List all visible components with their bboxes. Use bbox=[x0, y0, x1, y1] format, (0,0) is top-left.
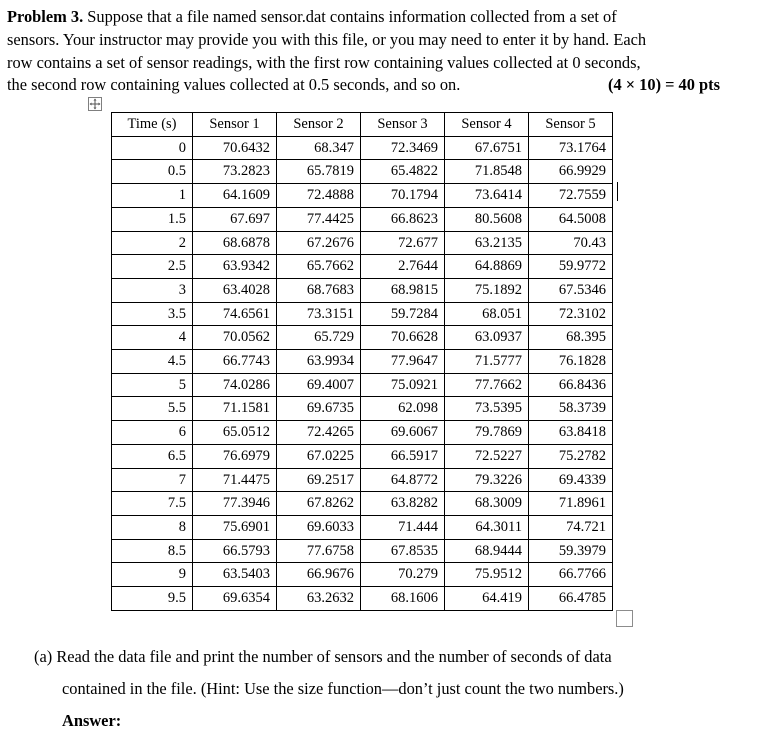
part-a bbox=[34, 641, 734, 737]
cell-sensor-4: 73.6414 bbox=[445, 184, 529, 208]
cell-sensor-2: 63.2632 bbox=[277, 587, 361, 611]
cell-time: 8 bbox=[112, 515, 193, 539]
cell-sensor-4: 71.5777 bbox=[445, 350, 529, 374]
cell-sensor-3: 62.098 bbox=[361, 397, 445, 421]
cell-time: 0 bbox=[112, 136, 193, 160]
cell-sensor-3: 64.8772 bbox=[361, 468, 445, 492]
cell-sensor-2: 69.6735 bbox=[277, 397, 361, 421]
cell-sensor-2: 65.7819 bbox=[277, 160, 361, 184]
cell-time: 4 bbox=[112, 326, 193, 350]
cell-time: 5 bbox=[112, 373, 193, 397]
cell-time: 6 bbox=[112, 421, 193, 445]
cell-sensor-2: 63.9934 bbox=[277, 350, 361, 374]
cell-sensor-1: 74.6561 bbox=[193, 302, 277, 326]
cell-sensor-5: 63.8418 bbox=[529, 421, 613, 445]
table-row bbox=[112, 184, 613, 208]
cell-sensor-4: 63.2135 bbox=[445, 231, 529, 255]
cell-sensor-5: 64.5008 bbox=[529, 207, 613, 231]
cell-sensor-3: 72.3469 bbox=[361, 136, 445, 160]
cell-sensor-1: 70.6432 bbox=[193, 136, 277, 160]
cell-time: 9.5 bbox=[112, 587, 193, 611]
cell-time: 0.5 bbox=[112, 160, 193, 184]
cell-sensor-2: 65.729 bbox=[277, 326, 361, 350]
table-row bbox=[112, 373, 613, 397]
cell-time: 1 bbox=[112, 184, 193, 208]
cell-sensor-5: 74.721 bbox=[529, 515, 613, 539]
cell-sensor-4: 68.9444 bbox=[445, 539, 529, 563]
cell-sensor-4: 75.1892 bbox=[445, 278, 529, 302]
cell-sensor-3: 68.9815 bbox=[361, 278, 445, 302]
cell-time: 3.5 bbox=[112, 302, 193, 326]
table-resize-handle[interactable] bbox=[616, 610, 633, 627]
table-row bbox=[112, 444, 613, 468]
table-row bbox=[112, 136, 613, 160]
header-sensor-4: Sensor 4 bbox=[445, 113, 529, 137]
cell-sensor-5: 68.395 bbox=[529, 326, 613, 350]
part-a-label: (a) bbox=[34, 647, 53, 666]
table-row bbox=[112, 421, 613, 445]
cell-sensor-5: 59.9772 bbox=[529, 255, 613, 279]
cell-sensor-4: 67.6751 bbox=[445, 136, 529, 160]
problem-line-4 bbox=[7, 74, 720, 97]
cell-sensor-3: 67.8535 bbox=[361, 539, 445, 563]
part-a-line-2: contained in the file. (Hint: Use the size function—don’t just count the two numbers.) bbox=[62, 679, 624, 698]
cell-sensor-4: 68.3009 bbox=[445, 492, 529, 516]
cell-time: 7.5 bbox=[112, 492, 193, 516]
cell-sensor-5: 75.2782 bbox=[529, 444, 613, 468]
cell-sensor-4: 64.3011 bbox=[445, 515, 529, 539]
cell-sensor-5: 72.7559 bbox=[529, 184, 613, 208]
problem-label: Problem 3. bbox=[7, 7, 84, 26]
header-sensor-3: Sensor 3 bbox=[361, 113, 445, 137]
cell-sensor-1: 75.6901 bbox=[193, 515, 277, 539]
cell-sensor-2: 77.4425 bbox=[277, 207, 361, 231]
cell-sensor-4: 75.9512 bbox=[445, 563, 529, 587]
cell-sensor-4: 72.5227 bbox=[445, 444, 529, 468]
table-row bbox=[112, 231, 613, 255]
cell-sensor-3: 2.7644 bbox=[361, 255, 445, 279]
table-row bbox=[112, 587, 613, 611]
table-row bbox=[112, 515, 613, 539]
cell-sensor-2: 69.2517 bbox=[277, 468, 361, 492]
cell-sensor-1: 71.1581 bbox=[193, 397, 277, 421]
cell-sensor-1: 63.4028 bbox=[193, 278, 277, 302]
cell-sensor-5: 58.3739 bbox=[529, 397, 613, 421]
sensor-data-table bbox=[111, 112, 613, 611]
problem-statement bbox=[7, 6, 747, 97]
cell-sensor-5: 66.7766 bbox=[529, 563, 613, 587]
cell-sensor-2: 67.0225 bbox=[277, 444, 361, 468]
cell-sensor-3: 70.1794 bbox=[361, 184, 445, 208]
cell-sensor-3: 71.444 bbox=[361, 515, 445, 539]
table-row bbox=[112, 397, 613, 421]
problem-line-3: row contains a set of sensor readings, with the first row containing values collected at 0 seconds, bbox=[7, 52, 641, 72]
table-row bbox=[112, 563, 613, 587]
cell-time: 3 bbox=[112, 278, 193, 302]
cell-sensor-5: 73.1764 bbox=[529, 136, 613, 160]
cell-sensor-1: 63.5403 bbox=[193, 563, 277, 587]
cell-sensor-1: 74.0286 bbox=[193, 373, 277, 397]
problem-text-4: the second row containing values collected at 0.5 seconds, and so on. bbox=[7, 75, 461, 95]
part-a-text-1: Read the data file and print the number of sensors and the number of seconds of data bbox=[56, 647, 612, 666]
cell-sensor-4: 79.7869 bbox=[445, 421, 529, 445]
cell-sensor-3: 66.8623 bbox=[361, 207, 445, 231]
cell-sensor-3: 69.6067 bbox=[361, 421, 445, 445]
text-cursor bbox=[617, 182, 618, 201]
cell-sensor-4: 64.8869 bbox=[445, 255, 529, 279]
cell-sensor-1: 67.697 bbox=[193, 207, 277, 231]
cell-sensor-3: 66.5917 bbox=[361, 444, 445, 468]
cell-sensor-4: 73.5395 bbox=[445, 397, 529, 421]
cell-sensor-3: 59.7284 bbox=[361, 302, 445, 326]
cell-sensor-2: 67.2676 bbox=[277, 231, 361, 255]
table-row bbox=[112, 539, 613, 563]
cell-sensor-4: 79.3226 bbox=[445, 468, 529, 492]
cell-sensor-2: 69.6033 bbox=[277, 515, 361, 539]
table-row bbox=[112, 207, 613, 231]
cell-sensor-2: 72.4888 bbox=[277, 184, 361, 208]
header-sensor-1: Sensor 1 bbox=[193, 113, 277, 137]
cell-sensor-5: 67.5346 bbox=[529, 278, 613, 302]
cell-sensor-4: 80.5608 bbox=[445, 207, 529, 231]
table-row bbox=[112, 160, 613, 184]
cell-sensor-1: 68.6878 bbox=[193, 231, 277, 255]
cell-sensor-3: 77.9647 bbox=[361, 350, 445, 374]
cell-sensor-1: 76.6979 bbox=[193, 444, 277, 468]
cell-sensor-3: 63.8282 bbox=[361, 492, 445, 516]
cell-time: 2 bbox=[112, 231, 193, 255]
cell-sensor-2: 77.6758 bbox=[277, 539, 361, 563]
cell-time: 9 bbox=[112, 563, 193, 587]
table-header-row bbox=[112, 113, 613, 137]
cell-sensor-1: 71.4475 bbox=[193, 468, 277, 492]
cell-time: 2.5 bbox=[112, 255, 193, 279]
cell-sensor-5: 71.8961 bbox=[529, 492, 613, 516]
table-row bbox=[112, 255, 613, 279]
cell-sensor-4: 68.051 bbox=[445, 302, 529, 326]
cell-sensor-1: 64.1609 bbox=[193, 184, 277, 208]
cell-sensor-4: 77.7662 bbox=[445, 373, 529, 397]
cell-time: 1.5 bbox=[112, 207, 193, 231]
cell-sensor-4: 71.8548 bbox=[445, 160, 529, 184]
cell-sensor-2: 72.4265 bbox=[277, 421, 361, 445]
table-row bbox=[112, 350, 613, 374]
cell-time: 7 bbox=[112, 468, 193, 492]
cell-sensor-1: 70.0562 bbox=[193, 326, 277, 350]
cell-sensor-3: 70.279 bbox=[361, 563, 445, 587]
table-row bbox=[112, 326, 613, 350]
cell-time: 6.5 bbox=[112, 444, 193, 468]
cell-sensor-3: 75.0921 bbox=[361, 373, 445, 397]
cell-sensor-1: 66.5793 bbox=[193, 539, 277, 563]
cell-sensor-3: 70.6628 bbox=[361, 326, 445, 350]
cell-sensor-2: 68.7683 bbox=[277, 278, 361, 302]
part-a-line-1 bbox=[34, 641, 734, 673]
table-row bbox=[112, 468, 613, 492]
cell-sensor-4: 63.0937 bbox=[445, 326, 529, 350]
header-sensor-5: Sensor 5 bbox=[529, 113, 613, 137]
cell-sensor-1: 73.2823 bbox=[193, 160, 277, 184]
problem-line-2: sensors. Your instructor may provide you with this file, or you may need to enter it by hand. Each bbox=[7, 29, 647, 49]
cell-sensor-5: 59.3979 bbox=[529, 539, 613, 563]
cell-sensor-2: 66.9676 bbox=[277, 563, 361, 587]
cell-sensor-5: 69.4339 bbox=[529, 468, 613, 492]
points-value: (4 × 10) = 40 pts bbox=[607, 75, 720, 95]
cell-sensor-2: 73.3151 bbox=[277, 302, 361, 326]
cell-sensor-5: 70.43 bbox=[529, 231, 613, 255]
cell-time: 5.5 bbox=[112, 397, 193, 421]
cell-sensor-2: 69.4007 bbox=[277, 373, 361, 397]
cell-sensor-1: 65.0512 bbox=[193, 421, 277, 445]
cell-sensor-5: 76.1828 bbox=[529, 350, 613, 374]
table-row bbox=[112, 302, 613, 326]
cell-sensor-1: 69.6354 bbox=[193, 587, 277, 611]
cell-sensor-4: 64.419 bbox=[445, 587, 529, 611]
table-move-handle-icon[interactable] bbox=[88, 97, 102, 111]
table-body bbox=[112, 136, 613, 610]
problem-text-1: Suppose that a file named sensor.dat contains information collected from a set of bbox=[87, 7, 617, 26]
cell-sensor-5: 72.3102 bbox=[529, 302, 613, 326]
cell-sensor-1: 63.9342 bbox=[193, 255, 277, 279]
header-sensor-2: Sensor 2 bbox=[277, 113, 361, 137]
table-row bbox=[112, 492, 613, 516]
cell-sensor-1: 66.7743 bbox=[193, 350, 277, 374]
table-row bbox=[112, 278, 613, 302]
cell-time: 8.5 bbox=[112, 539, 193, 563]
cell-sensor-2: 67.8262 bbox=[277, 492, 361, 516]
cell-sensor-5: 66.4785 bbox=[529, 587, 613, 611]
cell-sensor-1: 77.3946 bbox=[193, 492, 277, 516]
cell-sensor-5: 66.9929 bbox=[529, 160, 613, 184]
problem-line-1 bbox=[7, 6, 747, 29]
cell-sensor-3: 72.677 bbox=[361, 231, 445, 255]
cell-sensor-5: 66.8436 bbox=[529, 373, 613, 397]
cell-time: 4.5 bbox=[112, 350, 193, 374]
cell-sensor-3: 68.1606 bbox=[361, 587, 445, 611]
cell-sensor-2: 68.347 bbox=[277, 136, 361, 160]
cell-sensor-3: 65.4822 bbox=[361, 160, 445, 184]
header-time: Time (s) bbox=[112, 113, 193, 137]
cell-sensor-2: 65.7662 bbox=[277, 255, 361, 279]
answer-label: Answer: bbox=[62, 711, 122, 730]
